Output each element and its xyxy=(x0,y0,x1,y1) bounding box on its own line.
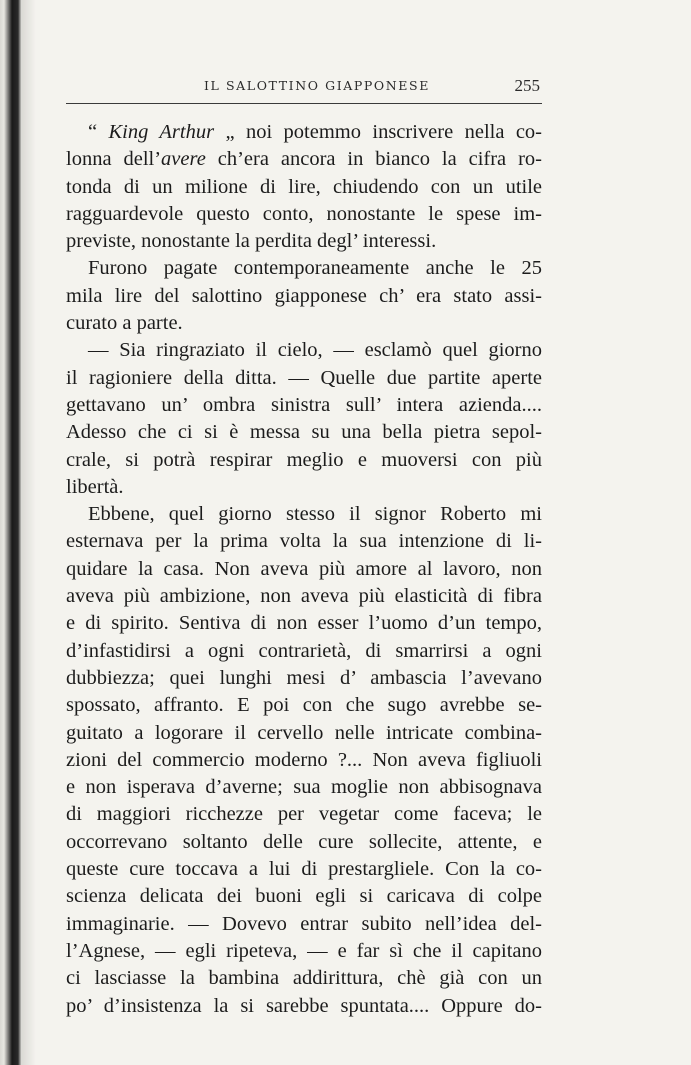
text-line: guitato a logorare il cervello nelle intricate combina- xyxy=(66,721,542,744)
body-text xyxy=(66,119,542,1020)
text-line: zioni del commercio moderno ?... Non aveva figliuoli xyxy=(66,748,542,771)
text-line: d’infastidirsi a ogni contrarietà, di smarrirsi a ogni xyxy=(66,639,542,662)
page-header xyxy=(66,78,542,100)
text-line: crale, si potrà respirar meglio e muoversi con più xyxy=(66,448,542,471)
text-line: Ebbene, quel giorno stesso il signor Roberto mi xyxy=(88,503,542,526)
text-line: e di spirito. Sentiva di non esser l’uomo d’un tempo, xyxy=(66,612,542,635)
gutter-shadow xyxy=(22,0,36,1065)
text-line: ragguardevole questo conto, nonostante le spese im- xyxy=(66,202,542,225)
text-line: curato a parte. xyxy=(66,312,183,335)
text-line: gettavano un’ ombra sinistra sull’ intera azienda.... xyxy=(66,393,542,416)
book-spine-edge xyxy=(0,0,22,1065)
text-line: mila lire del salottino giapponese ch’ era stato assi- xyxy=(66,284,542,307)
text-line: aveva più ambizione, non aveva più elasticità di fibra xyxy=(66,585,542,608)
italic-word: avere xyxy=(161,148,206,171)
text-line: Furono pagate contemporaneamente anche le 25 xyxy=(88,257,542,280)
text-line: e non isperava d’averne; sua moglie non abbisognava xyxy=(66,776,542,799)
text-line: di maggiori ricchezze per vegetar come faceva; le xyxy=(66,803,542,826)
text-line: occorrevano soltanto delle cure sollecite, attente, e xyxy=(66,830,542,853)
text-line: dubbiezza; quei lunghi mesi d’ ambascia l’avevano xyxy=(66,666,542,689)
text-line: lonna dell’avere ch’era ancora in bianco la cifra ro- xyxy=(66,148,542,171)
text-line: “ King Arthur „ noi potemmo inscrivere nella co- xyxy=(88,121,542,143)
text-line: — Sia ringraziato il cielo, — esclamò quel giorno xyxy=(88,339,542,362)
italic-title: King Arthur xyxy=(108,121,215,143)
text-line: tonda di un milione di lire, chiudendo con un utile xyxy=(66,175,542,198)
text-line: queste cure toccava a lui di prestargliele. Con la co- xyxy=(66,858,542,881)
text-line: ci lasciasse la bambina addirittura, chè già con un xyxy=(66,967,542,990)
running-title: IL SALOTTINO GIAPPONESE xyxy=(204,78,430,93)
text-line: immaginarie. — Dovevo entrar subito nell’idea del- xyxy=(66,912,542,935)
text-line: libertà. xyxy=(66,475,124,498)
text-line: scienza delicata dei buoni egli si caricava di colpe xyxy=(66,885,542,908)
header-rule xyxy=(66,103,542,104)
text-line: quidare la casa. Non aveva più amore al lavoro, non xyxy=(66,557,542,580)
text-line: spossato, affranto. E poi con che sugo avrebbe se- xyxy=(66,694,542,717)
text-line: previste, nonostante la perdita degl’ interessi. xyxy=(66,230,437,253)
text-line: Adesso che ci si è messa su una bella pietra sepol- xyxy=(66,421,542,444)
text-line: po’ d’insistenza la si sarebbe spuntata.... Oppure do- xyxy=(66,994,542,1017)
text-line: il ragioniere della ditta. — Quelle due partite aperte xyxy=(66,366,542,389)
text-line: esternava per la prima volta la sua intenzione di li- xyxy=(66,530,542,553)
page-number: 255 xyxy=(514,76,540,95)
text-line: l’Agnese, — egli ripeteva, — e far sì che il capitano xyxy=(66,939,542,962)
